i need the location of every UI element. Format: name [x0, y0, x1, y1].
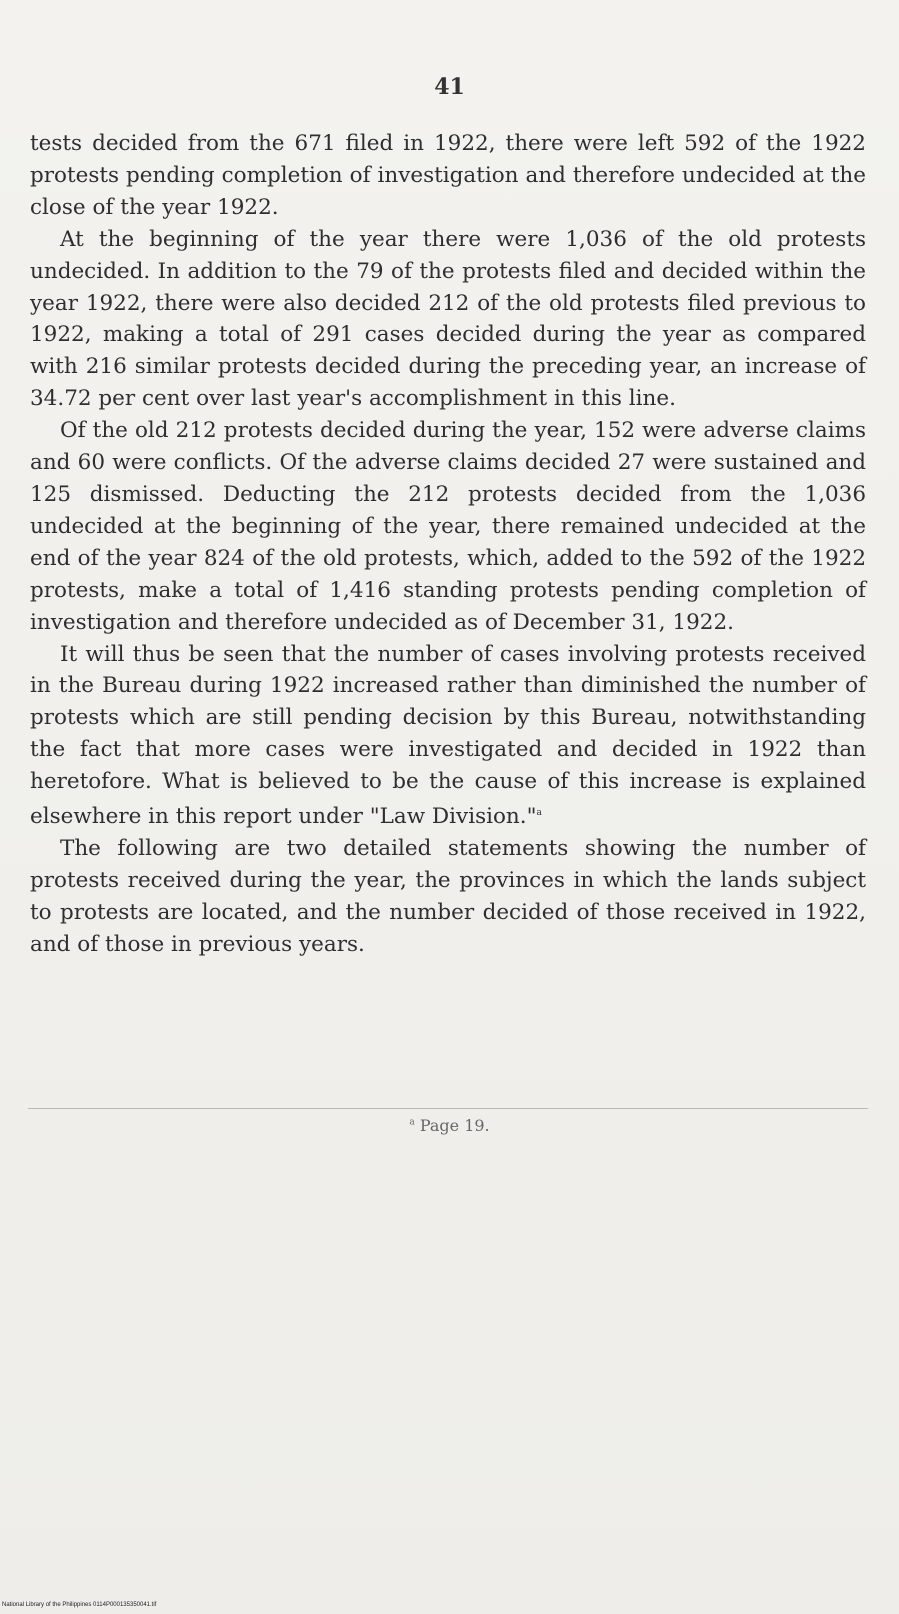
paragraph-4-text: It will thus be seen that the number of cases involving protests received in the Bureau during 1922 increased rather than diminished the number of protests which are still pending decision by this Bureau, notwithstanding the fact that more cases were investigated and decided in 1922 than heretofore. What is believed to be the cause of this increase is explained elsewhere in this report under "Law Division.": [30, 641, 866, 830]
paragraph-2: At the beginning of the year there were 1,036 of the old protests undecided. In addition to the 79 of the protests filed and decided within the year 1922, there were also decided 212 of the old protests filed previous to 1922, making a total of 291 cases decided during the year as compared with 216 similar protests decided during the preceding year, an increase of 34.72 per cent over last year's accomplishment in this line.: [30, 226, 866, 412]
paragraph-4: [30, 639, 866, 834]
page-number: 41: [434, 74, 465, 100]
paragraph-5: The following are two detailed statements showing the number of protests received during the year, the provinces in which the lands subject to protests are located, and the number decided of those received in 1922, and of those in previous years.: [30, 836, 866, 957]
scan-imprint: National Library of the Philippines 0114P000135350041.tif: [2, 1602, 157, 1608]
paragraph-1: tests decided from the 671 filed in 1922, there were left 592 of the 1922 protests pending completion of investigation and therefore undecided at the close of the year 1922.: [30, 131, 866, 220]
footnote: [0, 1116, 899, 1135]
paragraph-3: Of the old 212 protests decided during the year, 152 were adverse claims and 60 were conflicts. Of the adverse claims decided 27 were sustained and 125 dismissed. Deducting the 212 protests decided from the 1,036 undecided at the beginning of the year, there remained undecided at the end of the year 824 of the old protests, which, added to the 592 of the 1922 protests, make a total of 1,416 standing protests pending completion of investigation and therefore undecided as of December 31, 1922.: [30, 418, 866, 635]
footnote-rule: [28, 1108, 868, 1109]
body-text: [30, 128, 866, 961]
footnote-text: Page 19.: [419, 1116, 490, 1135]
footnote-marker: a: [409, 1117, 415, 1128]
footnote-reference: a: [536, 808, 542, 819]
